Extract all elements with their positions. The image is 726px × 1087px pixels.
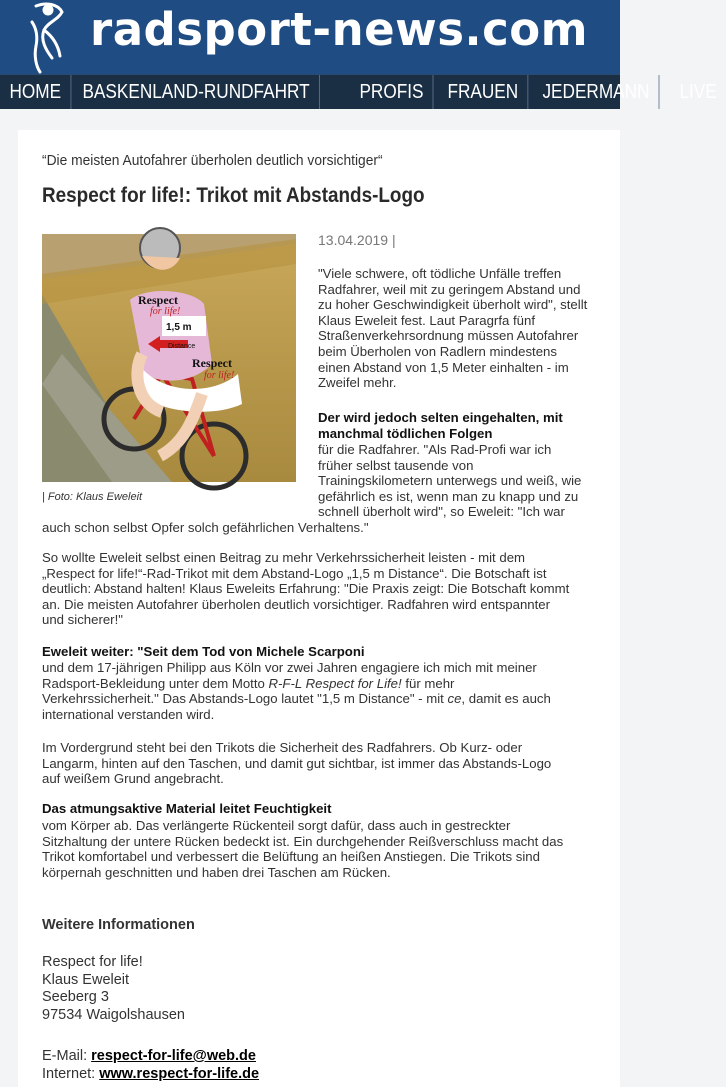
text-run: Radsport-Bekleidung unter dem Motto xyxy=(42,675,269,691)
email-label: E-Mail: xyxy=(42,1048,92,1064)
cyclist-logo-icon[interactable] xyxy=(18,0,78,74)
italic-text: ce xyxy=(447,691,462,707)
nav-item-jedermann[interactable]: JEDERMANN xyxy=(533,75,660,109)
article-date: 13.04.2019 | xyxy=(318,232,396,248)
info-heading: Weitere Informationen xyxy=(42,917,195,933)
motto-text: R-F-L Respect for Life! xyxy=(268,675,402,691)
paragraph-3 xyxy=(42,550,602,628)
text-run: für mehr xyxy=(401,675,455,691)
paragraph-line xyxy=(42,691,602,707)
paragraph-line: "Viele schwere, oft tödliche Unfälle treffen xyxy=(318,266,562,281)
subheading-2: Eweleit weiter: "Seit dem Tod von Michele Scarponi xyxy=(42,644,365,659)
paragraph-5 xyxy=(42,740,602,787)
paragraph-line: So wollte Eweleit selbst einen Beitrag zu mehr Verkehrssicherheit leisten - mit dem xyxy=(42,550,526,565)
main-nav xyxy=(0,74,718,109)
web-row xyxy=(42,1066,259,1084)
website-link[interactable]: www.respect-for-life.de xyxy=(99,1065,260,1082)
shorts-slogan-text: for life! xyxy=(204,370,235,381)
paragraph-line: körpernah geschnitten und haben drei Taschen am Rücken. xyxy=(42,864,391,880)
paragraph-line: deutlich: Abstand halten! Klaus Eweleits Erfahrung: "Die Praxis zeigt: Die Botschaft kommt xyxy=(42,581,570,597)
subheading-3: Das atmungsaktive Material leitet Feuchtigkeit xyxy=(42,801,332,816)
nav-item-profis[interactable]: PROFIS xyxy=(350,75,434,109)
paragraph-line: Straßenverkehrsordnung müssen Autofahrer xyxy=(318,328,579,344)
subheading-1 xyxy=(318,410,598,441)
paragraph-line: schnell überholt wird", so Eweleit: "Ich war xyxy=(318,504,565,520)
paragraph-line: Radfahrer, weil mit zu geringem Abstand und xyxy=(318,281,581,297)
address-line: Klaus Eweleit xyxy=(42,971,130,988)
paragraph-6 xyxy=(42,818,602,880)
address-line: Seeberg 3 xyxy=(42,989,109,1005)
site-logo-text[interactable]: radsport-news.com xyxy=(90,3,589,56)
shorts-brand-text: Respect xyxy=(192,356,232,370)
jersey-slogan-text: for life! xyxy=(150,306,181,317)
contact-links xyxy=(42,1048,259,1083)
photo-caption: | Foto: Klaus Eweleit xyxy=(42,491,143,503)
paragraph-line: und dem 17-jährigen Philipp aus Köln vor zwei Jahren engagiere ich mich mit meiner xyxy=(42,660,537,675)
article-kicker: “Die meisten Autofahrer überholen deutlich vorsichtiger“ xyxy=(42,152,383,169)
subheading-line: manchmal tödlichen Folgen xyxy=(318,425,493,441)
nav-item-baskenland-rundfahrt[interactable]: BASKENLAND-RUNDFAHRT xyxy=(73,75,320,109)
paragraph-line: „Respect for life!“-Rad-Trikot mit dem Abstand-Logo „1,5 m Distance“. Die Botschaft ist xyxy=(42,565,547,581)
paragraph-line: Zweifel mehr. xyxy=(318,375,397,391)
jersey-brand-text: Respect xyxy=(138,293,178,307)
paragraph-line: Langarm, hinten auf den Taschen, und damit gut sichtbar, ist immer das Abstands-Logo xyxy=(42,755,552,771)
email-link[interactable]: respect-for-life@web.de xyxy=(91,1048,256,1064)
paragraph-2 xyxy=(318,442,598,520)
paragraph-line: Sitzhaltung der untere Rücken bedeckt ist. Ein durchgehender Reißverschluss macht das xyxy=(42,833,564,849)
paragraph-line xyxy=(42,676,602,692)
site-header xyxy=(0,0,620,74)
paragraph-line: früher selbst tausende von xyxy=(318,457,474,473)
paragraph-line: an. Die meisten Autofahrer überholen deutlich vorsichtiger. Radfahren wird entspannter xyxy=(42,596,551,612)
paragraph-line: gefährlich es ist, wenn man zu knapp und zu xyxy=(318,488,579,504)
paragraph-line: zu hoher Geschwindigkeit überholt wird", stellt xyxy=(318,297,588,313)
address-line: 97534 Waigolshausen xyxy=(42,1006,185,1023)
paragraph-line: vom Körper ab. Das verlängerte Rückenteil sorgt dafür, dass auch in gestreckter xyxy=(42,818,511,833)
article-photo[interactable] xyxy=(42,234,296,482)
paragraph-line: für die Radfahrer. "Als Rad-Profi war ich xyxy=(318,442,552,457)
nav-item-frauen[interactable]: FRAUEN xyxy=(438,75,529,109)
paragraph-line: beim Überholen von Radlern mindestens xyxy=(318,343,557,359)
paragraph-intro xyxy=(318,266,598,391)
text-run: , damit es auch xyxy=(461,691,551,707)
subheading-line: Der wird jedoch selten eingehalten, mit xyxy=(318,410,563,425)
email-row xyxy=(42,1048,259,1066)
paragraph-4 xyxy=(42,660,602,722)
contact-address xyxy=(42,954,185,1024)
article-headline: Respect for life!: Trikot mit Abstands-Logo xyxy=(42,184,425,207)
jersey-distance-text: 1,5 m xyxy=(166,322,192,333)
paragraph-line: einen Abstand von 1,5 Meter einhalten - im xyxy=(318,359,569,375)
paragraph-line: und sicherer!" xyxy=(42,612,123,628)
text-run: Verkehrssicherheit." Das Abstands-Logo lautet "1,5 m Distance" - mit xyxy=(42,691,448,707)
jersey-distance-word: Distance xyxy=(168,343,196,350)
nav-item-live[interactable]: LIVE xyxy=(679,81,718,103)
paragraph-line: Klaus Eweleit fest. Laut Paragrfa fünf xyxy=(318,312,535,328)
paragraph-line: Trikot komfortabel und verbessert die Belüftung an heißen Anstiegen. Die Trikots sind xyxy=(42,849,540,865)
web-label: Internet: xyxy=(42,1065,100,1082)
paragraph-2-end: auch schon selbst Opfer solch gefährlichen Verhaltens." xyxy=(42,520,369,535)
paragraph-line: Im Vordergrund steht bei den Trikots die Sicherheit des Radfahrers. Ob Kurz- oder xyxy=(42,740,523,755)
address-line: Respect for life! xyxy=(42,954,143,970)
paragraph-line: auf weißem Grund angebracht. xyxy=(42,771,224,787)
nav-item-home[interactable]: HOME xyxy=(0,75,71,109)
article-content xyxy=(18,130,620,1087)
paragraph-line: Trainingskilometern unterwegs und weiß, wie xyxy=(318,473,582,489)
paragraph-line: international verstanden wird. xyxy=(42,706,215,722)
